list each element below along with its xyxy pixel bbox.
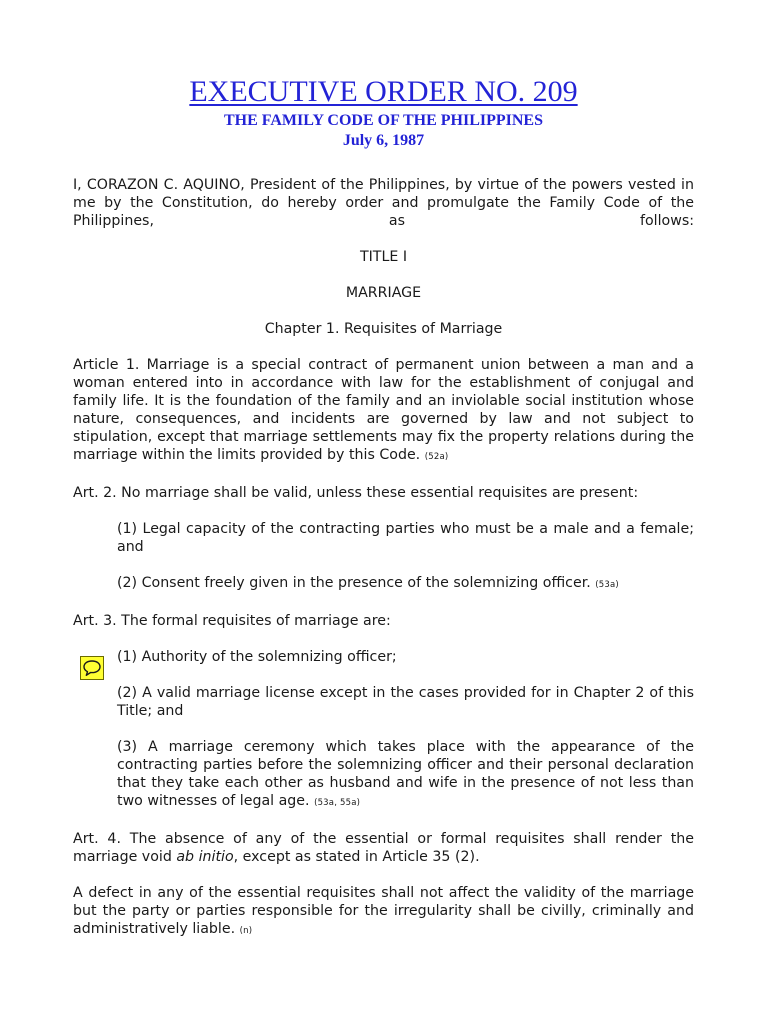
article-4 [73,830,694,866]
article-3: Art. 3. The formal requisites of marriage are: [73,613,391,629]
article-4-paragraph-2-citation: (n) [239,926,253,936]
article-4-text-after: , except as stated in Article 35 (2). [233,849,480,865]
article-3-item-1: (1) Authority of the solemnizing officer; [117,649,397,665]
article-4-paragraph-2 [73,884,694,940]
article-2-item-1: (1) Legal capacity of the contracting parties who must be a male and a female; and [117,521,694,555]
article-1 [73,356,694,466]
article-3-item-3 [117,738,694,812]
document-title[interactable]: EXECUTIVE ORDER NO. 209 [189,75,578,108]
article-3-item-3-citation: (53a, 55a) [314,798,361,808]
article-4-paragraph-2-text: A defect in any of the essential requisites shall not affect the validity of the marriage but the party or parties responsible for the irregularity shall be civilly, criminally and administratively liable. [73,885,694,937]
article-1-citation: (52a) [424,452,449,462]
article-3-item-2: (2) A valid marriage license except in the cases provided for in Chapter 2 of this Title; and [117,685,694,719]
article-4-text-before: Art. 4. The absence of any of the essential or formal requisites shall render the marriage void [73,831,694,865]
article-2-item-2-citation: (53a) [595,580,619,590]
chapter-heading: Chapter 1. Requisites of Marriage [264,321,503,337]
article-1-text: Article 1. Marriage is a special contract of permanent union between a man and a woman entered into in accordance with law for the establishment of conjugal and family life. It is the foundation of the family and an inviolable social institution whose nature, consequences, and incidents are governed by law and not subject to stipulation, except that marriage settlements may fix the property relations during the marriage within the limits provided by this Code. [73,357,694,463]
document-subtitle: THE FAMILY CODE OF THE PHILIPPINES [223,112,543,129]
article-3-item-3-text: (3) A marriage ceremony which takes place with the appearance of the contracting parties before the solemnizing officer and their personal declaration that they take each other as husband and wife in the presence of not less than two witnesses of legal age. [117,739,694,809]
speech-bubble-icon [81,657,103,679]
document-date: July 6, 1987 [342,132,425,149]
intro-paragraph: I, CORAZON C. AQUINO, President of the Philippines, by virtue of the powers vested in me by the Constitution, do hereby order and promulgate the Family Code of the Philippines, as follows: [73,177,694,229]
subject-heading: MARRIAGE [345,285,422,301]
article-2: Art. 2. No marriage shall be valid, unless these essential requisites are present: [73,485,639,501]
article-2-item-2 [117,574,694,594]
document-body [73,74,694,958]
title-heading: TITLE I [359,249,408,265]
comment-note-icon[interactable] [80,656,104,680]
article-2-item-2-text: (2) Consent freely given in the presence of the solemnizing officer. [117,575,591,591]
article-4-italic: ab initio [176,849,234,865]
